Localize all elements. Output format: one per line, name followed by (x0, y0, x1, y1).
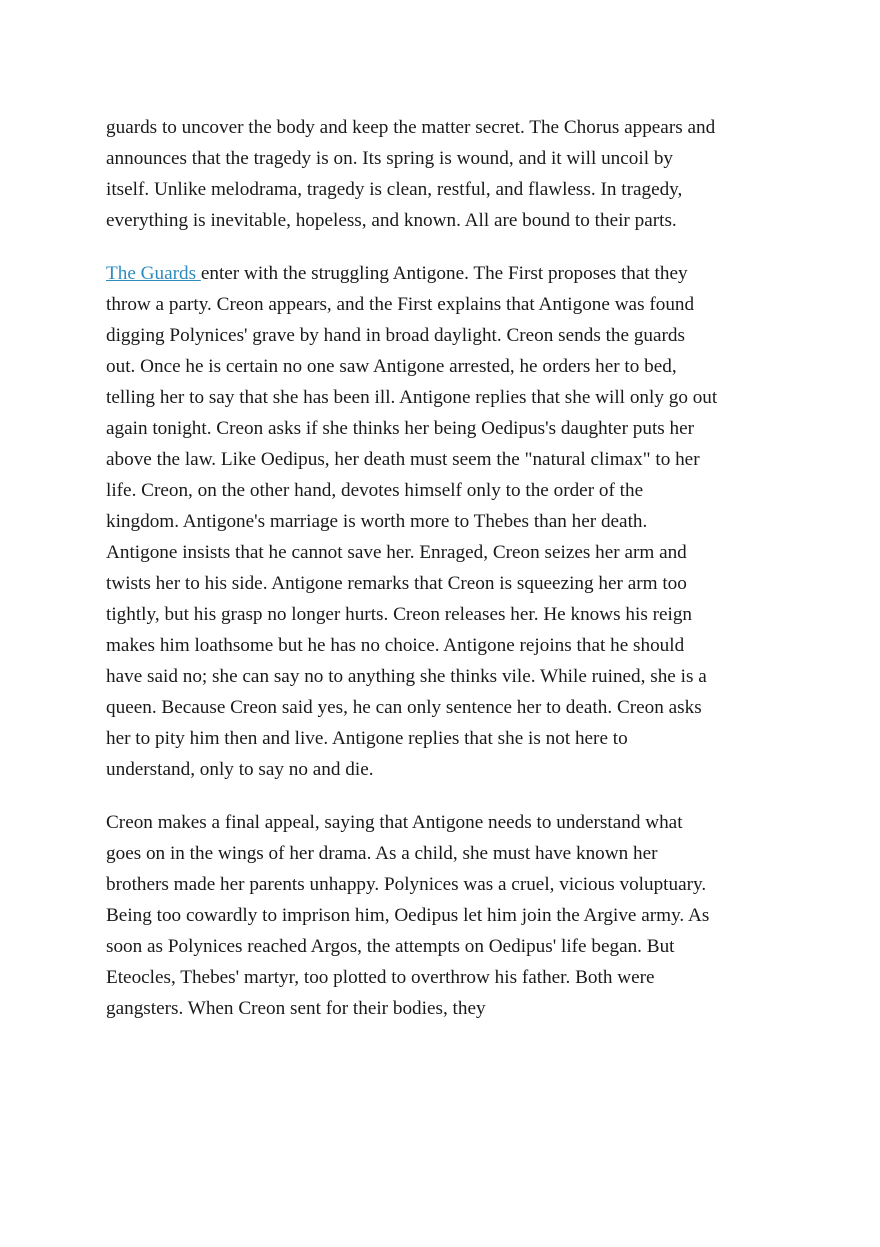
the-guards-link[interactable]: The Guards (106, 263, 201, 284)
paragraph-guards (106, 258, 718, 537)
document-body (106, 112, 718, 1024)
paragraph-chorus: guards to uncover the body and keep the matter secret. The Chorus appears and announces that the tragedy is on. Its spring is wound, and it will uncoil by itself. Unlike melodrama, tragedy is clean, restful, and flawless. In tragedy, everything is inevitable, hopeless, and known. All are bound to their parts. (106, 117, 716, 231)
paragraph-creon-appeal: Creon makes a final appeal, saying that Antigone needs to understand what goes on in the wings of her drama. As a child, she must have known her brothers made her parents unhappy. Polynices was a cruel, vicious voluptuary. Being too cowardly to imprison him, Oedipus let him join the Argive army. As soon as Polynices reached Argos, the attempts on Oedipus' life began. But Eteocles, Thebes' martyr, too plotted to overthrow his father. Both were gangsters. When Creon sent for their bodies, they (106, 812, 710, 1019)
paragraph-guards-text: enter with the struggling Antigone. The First proposes that they throw a party. Creon appears, and the First explains that Antigone was found digging Polynices' grave by hand in broad daylight. Creon sends the guards out. Once he is certain no one saw Antigone arrested, he orders her to bed, telling her to say that she has been ill. Antigone replies that she will only go out again tonight. Creon asks if she thinks her being Oedipus's daughter puts her above the law. Like Oedipus, her death must seem the "natural climax" to her life. Creon, on the other hand, devotes himself only to the order of the kingdom. Antigone's marriage is worth more to Thebes than her death. (106, 263, 718, 532)
paragraph-antigone-insists: Antigone insists that he cannot save her. Enraged, Creon seizes her arm and twists her to his side. Antigone remarks that Creon is squeezing her arm too tightly, but his grasp no longer hurts. Creon releases her. He knows his reign makes him loathsome but he has no choice. Antigone rejoins that he should have said no; she can say no to anything she thinks vile. While ruined, she is a queen. Because Creon said yes, he can only sentence her to death. Creon asks her to pity him then and live. Antigone replies that she is not here to understand, only to say no and die. (106, 542, 707, 780)
